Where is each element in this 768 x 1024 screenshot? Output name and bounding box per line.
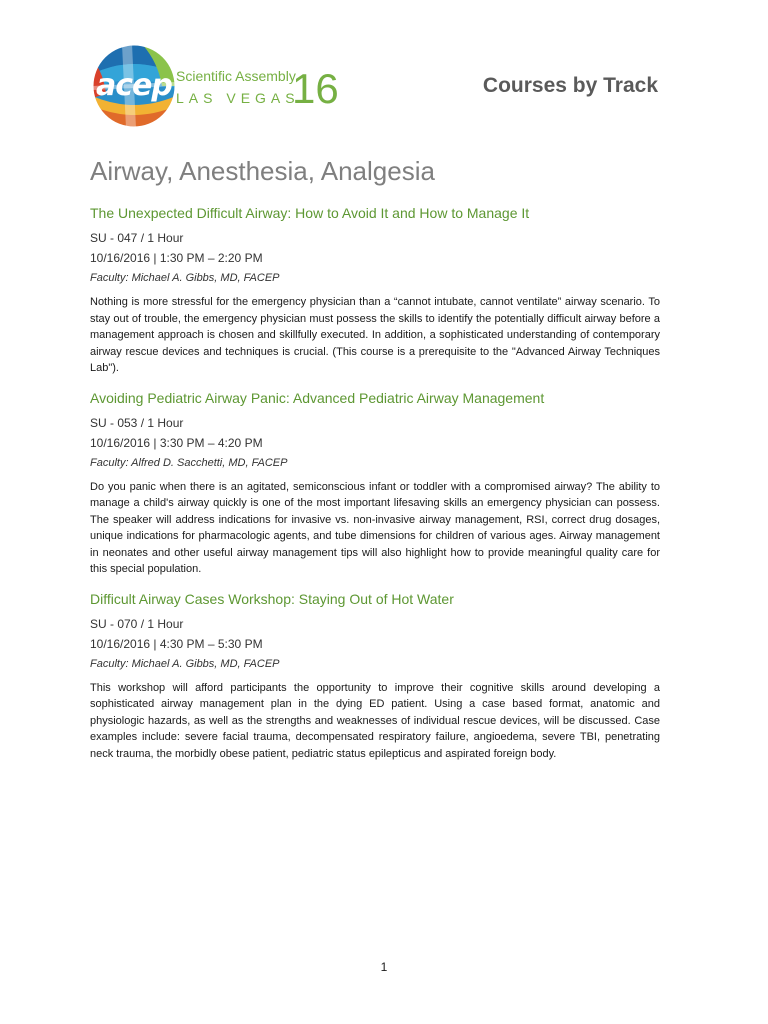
course-item: [90, 590, 660, 763]
course-datetime: 10/16/2016 | 4:30 PM – 5:30 PM: [90, 636, 263, 651]
page-header-title: Courses by Track: [482, 74, 658, 97]
course-title: The Unexpected Difficult Airway: How to Avoid It and How to Manage It: [90, 205, 530, 221]
logo-line2: LAS VEGAS: [176, 90, 300, 106]
course-code: SU - 047 / 1 Hour: [90, 231, 184, 245]
course-item: [90, 389, 660, 578]
logo-line1: Scientific Assembly: [176, 68, 296, 84]
page-number: 1: [380, 960, 388, 974]
course-datetime: 10/16/2016 | 3:30 PM – 4:20 PM: [90, 435, 263, 450]
course-description: Do you panic when there is an agitated, semiconscious infant or toddler with a compromised airway? The ability to manage a child's airway quickly is one of the most important lifesaving skills an emergency physician can possess. The speaker will address indications for invasive vs. non-invasive airway management, RSI, correct drug dosages, unique indications for pharmacologic agents, and tube dimensions for children of various ages. Airway management in neonates and other useful airway management tips will also highlight how to provide meaningful quality care for this special population.: [90, 480, 660, 575]
course-description: Nothing is more stressful for the emergency physician than a “cannot intubate, cannot ventilate” airway scenario. To stay out of trouble, the emergency physician must possess the skills to identify the potentially difficult airway before a management approach is chosen and skillfully executed. In addition, a sophisticated understanding of contemporary airway rescue devices and techniques is crucial. (This course is a prerequisite to the "Advanced Airway Techniques Lab").: [90, 296, 660, 374]
course-code: SU - 070 / 1 Hour: [90, 616, 184, 631]
course-faculty: Faculty: Michael A. Gibbs, MD, FACEP: [90, 657, 280, 670]
course-item: [90, 204, 660, 377]
course-faculty: Faculty: Michael A. Gibbs, MD, FACEP: [90, 272, 280, 284]
logo-number: 16: [292, 65, 339, 112]
course-faculty: Faculty: Alfred D. Sacchetti, MD, FACEP: [90, 456, 288, 469]
acep-logo: [92, 44, 337, 132]
course-datetime: 10/16/2016 | 1:30 PM – 2:20 PM: [90, 251, 263, 265]
course-list: [90, 204, 660, 774]
course-title: Difficult Airway Cases Workshop: Staying Out of Hot Water: [90, 590, 454, 607]
course-title: Avoiding Pediatric Airway Panic: Advanced Pediatric Airway Management: [90, 389, 545, 406]
track-title: Airway, Anesthesia, Analgesia: [90, 156, 435, 186]
course-description: This workshop will afford participants the opportunity to improve their cognitive skills around developing a sophisticated airway management plan in the dying ED patient. Using a case based format, anatomic and physiologic hazards, as well as the strengths and weaknesses of individual rescue devices, will be discussed. Case examples include: severe facial trauma, decompensated respiratory failure, angioedema, severe TBI, penetrating neck trauma, the morbidly obese patient, pediatric status epilepticus and aspirated foreign body.: [90, 681, 660, 760]
logo-brand-text: acep: [96, 68, 172, 103]
course-code: SU - 053 / 1 Hour: [90, 415, 184, 430]
